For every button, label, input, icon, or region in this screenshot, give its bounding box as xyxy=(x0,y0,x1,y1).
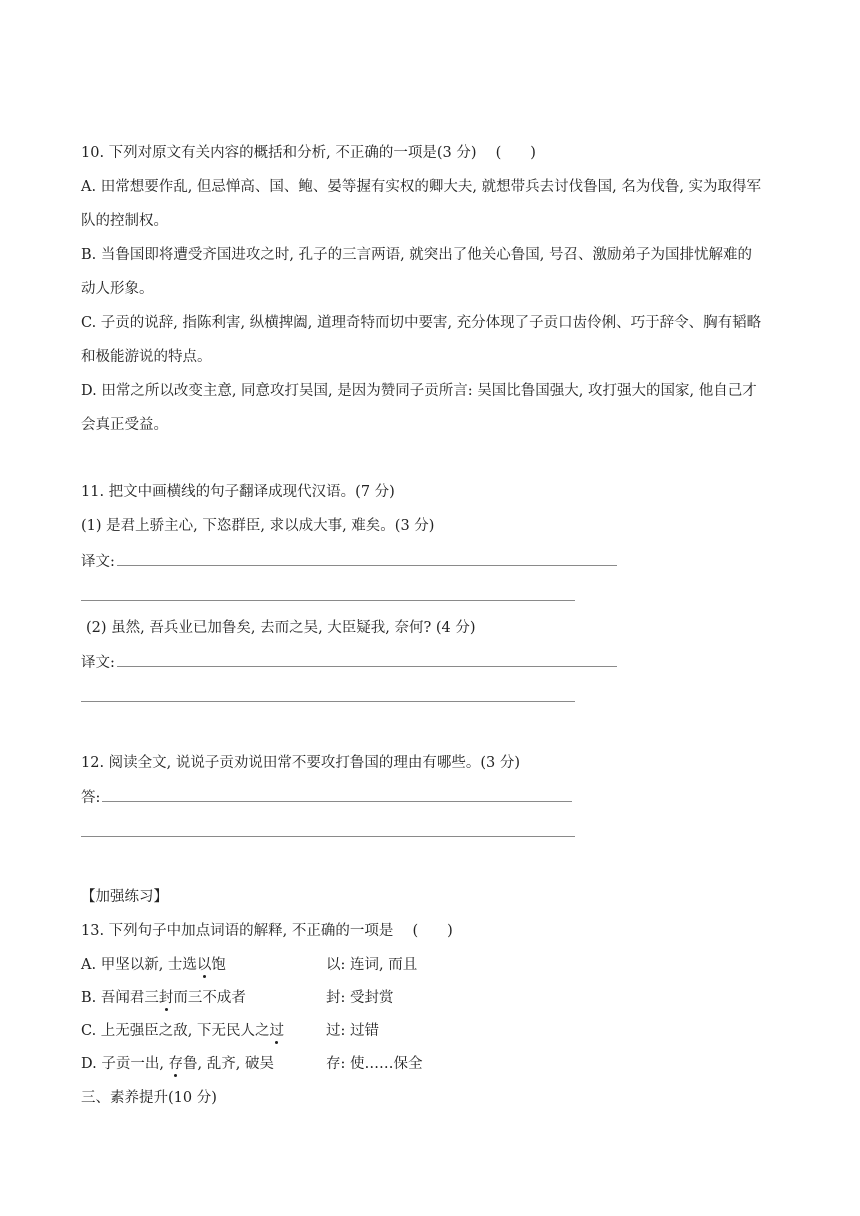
option-text: C. 上无强臣之敌, 下无民人之 xyxy=(81,1023,270,1039)
q10-option-d: D. 田常之所以改变主意, 同意攻打吴国, 是因为赞同子贡所言: 吴国比鲁国强大, 攻打强大的国家, 他自己才 xyxy=(81,383,757,399)
q13-option-c xyxy=(81,1021,284,1041)
q13-option-d xyxy=(81,1054,274,1074)
q10-option-d-cont: 会真正受益。 xyxy=(81,417,168,433)
q11-answer-line-1 xyxy=(81,551,617,572)
q10-option-a-cont: 队的控制权。 xyxy=(81,213,168,229)
answer-label: 答: xyxy=(81,790,101,806)
answer-blank[interactable] xyxy=(102,787,572,802)
q13-option-a-explanation: 以: 连词, 而且 xyxy=(326,957,418,973)
practice-heading: 【加强练习】 xyxy=(81,889,168,905)
option-text: 饱 xyxy=(211,957,226,973)
option-text: B. 吾闻君三 xyxy=(81,990,159,1006)
q10-option-b-cont: 动人形象。 xyxy=(81,281,154,297)
option-text: A. 甲坚以新, 士选 xyxy=(81,957,197,973)
q13-option-b xyxy=(81,988,246,1008)
translation-label: 译文: xyxy=(81,655,115,671)
translation-label: 译文: xyxy=(81,554,115,570)
option-text: 而三不成者 xyxy=(173,990,246,1006)
q10-option-b: B. 当鲁国即将遭受齐国进攻之时, 孔子的三言两语, 就突出了他关心鲁国, 号召、激励弟子为国排忧解难的 xyxy=(81,247,753,263)
q11-sentence-1: (1) 是君上骄主心, 下恣群臣, 求以成大事, 难矣。(3 分) xyxy=(81,518,435,534)
answer-blank-continuation[interactable] xyxy=(81,836,575,837)
dotted-word: 封 xyxy=(158,990,174,1006)
q10-stem: 10. 下列对原文有关内容的概括和分析, 不正确的一项是(3 分) ( ) xyxy=(81,145,536,161)
q10-option-c: C. 子贡的说辞, 指陈利害, 纵横捭阖, 道理奇特而切中要害, 充分体现了子贡口齿伶俐、巧于辞令、胸有韬略 xyxy=(81,315,762,331)
q11-answer-line-2 xyxy=(81,652,617,673)
q11-stem: 11. 把文中画横线的句子翻译成现代汉语。(7 分) xyxy=(81,484,395,500)
q13-option-d-explanation: 存: 使……保全 xyxy=(326,1056,423,1072)
q11-sentence-2: (2) 虽然, 吾兵业已加鲁矣, 去而之吴, 大臣疑我, 奈何? (4 分) xyxy=(86,620,476,636)
q13-option-c-explanation: 过: 过错 xyxy=(326,1023,379,1039)
section-3-title: 三、素养提升(10 分) xyxy=(81,1090,217,1106)
q10-option-a: A. 田常想要作乱, 但忌惮高、国、鲍、晏等握有实权的卿大夫, 就想带兵去讨伐鲁国, 名为伐鲁, 实为取得军 xyxy=(81,179,762,195)
dotted-word: 以 xyxy=(196,957,212,973)
q13-stem: 13. 下列句子中加点词语的解释, 不正确的一项是 ( ) xyxy=(81,923,453,939)
answer-blank-continuation[interactable] xyxy=(81,701,575,702)
q13-option-b-explanation: 封: 受封赏 xyxy=(326,990,394,1006)
answer-blank[interactable] xyxy=(117,652,617,667)
option-text: D. 子贡一出, xyxy=(81,1056,169,1072)
q10-option-c-cont: 和极能游说的特点。 xyxy=(81,349,212,365)
dotted-word: 过 xyxy=(269,1023,285,1039)
answer-blank[interactable] xyxy=(117,551,617,566)
dotted-word: 存 xyxy=(168,1056,184,1072)
option-text: 鲁, 乱齐, 破吴 xyxy=(183,1056,274,1072)
answer-blank-continuation[interactable] xyxy=(81,600,575,601)
q13-option-a xyxy=(81,955,226,975)
q12-stem: 12. 阅读全文, 说说子贡劝说田常不要攻打鲁国的理由有哪些。(3 分) xyxy=(81,755,521,771)
q12-answer-line xyxy=(81,787,572,808)
